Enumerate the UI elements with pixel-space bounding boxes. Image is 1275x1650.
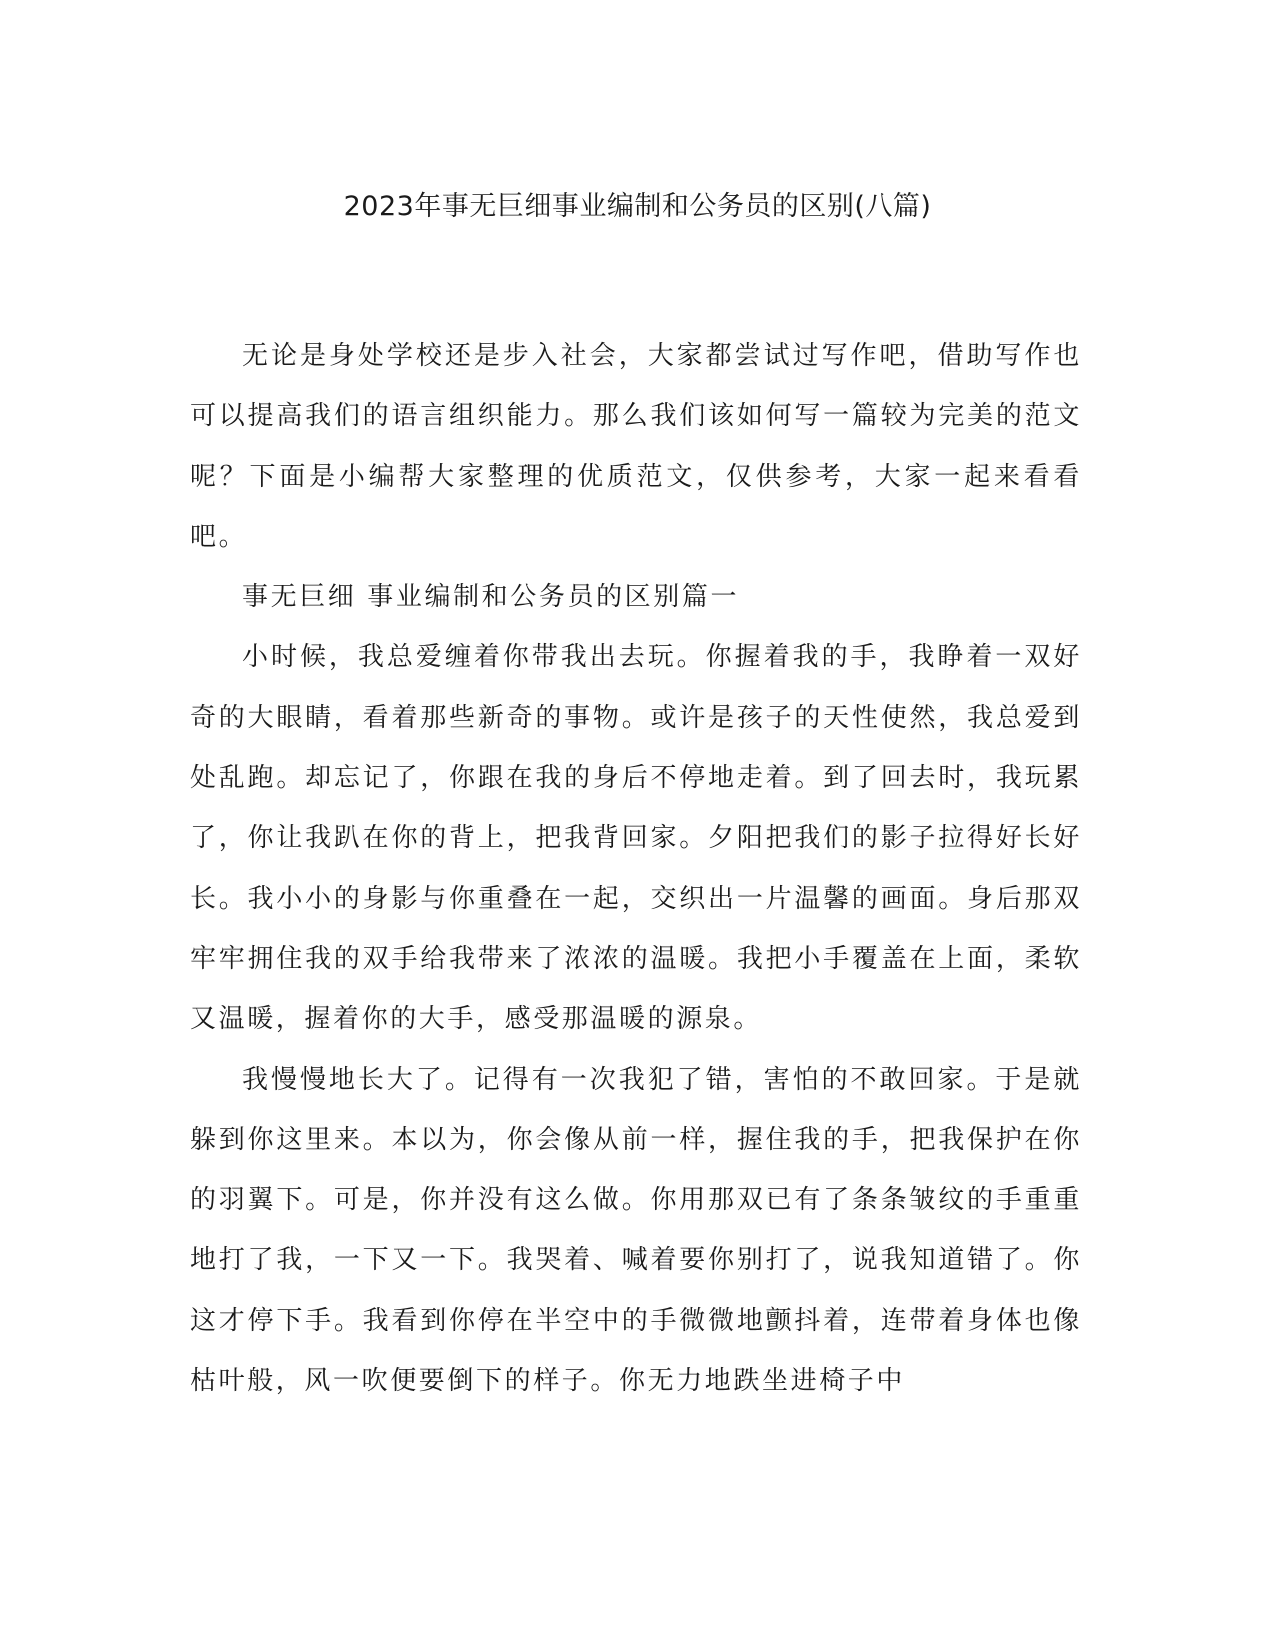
- body-paragraph: 我慢慢地长大了。记得有一次我犯了错，害怕的不敢回家。于是就躲到你这里来。本以为，你会像从前一样，握住我的手，把我保护在你的羽翼下。可是，你并没有这么做。你用那双已有了条条皱纹的手重重地打了我，一下又一下。我哭着、喊着要你别打了，说我知道错了。你这才停下手。我看到你停在半空中的手微微地颤抖着，连带着身体也像枯叶般，风一吹便要倒下的样子。你无力地跌坐进椅子中: [190, 1064, 1082, 1397]
- intro-paragraph: 无论是身处学校还是步入社会，大家都尝试过写作吧，借助写作也可以提高我们的语言组织能力。那么我们该如何写一篇较为完美的范文呢？下面是小编帮大家整理的优质范文，仅供参考，大家一起来看看吧。: [190, 341, 1082, 552]
- document-title: 2023年事无巨细事业编制和公务员的区别(八篇): [343, 191, 932, 222]
- section-heading: 事无巨细 事业编制和公务员的区别篇一: [242, 582, 740, 613]
- document-body: [190, 326, 1082, 1411]
- body-paragraph: 小时候，我总爱缠着你带我出去玩。你握着我的手，我睁着一双好奇的大眼睛，看着那些新奇的事物。或许是孩子的天性使然，我总爱到处乱跑。却忘记了，你跟在我的身后不停地走着。到了回去时，我玩累了，你让我趴在你的背上，把我背回家。夕阳把我们的影子拉得好长好长。我小小的身影与你重叠在一起，交织出一片温馨的画面。身后那双牢牢拥住我的双手给我带来了浓浓的温暖。我把小手覆盖在上面，柔软又温暖，握着你的大手，感受那温暖的源泉。: [190, 642, 1082, 1035]
